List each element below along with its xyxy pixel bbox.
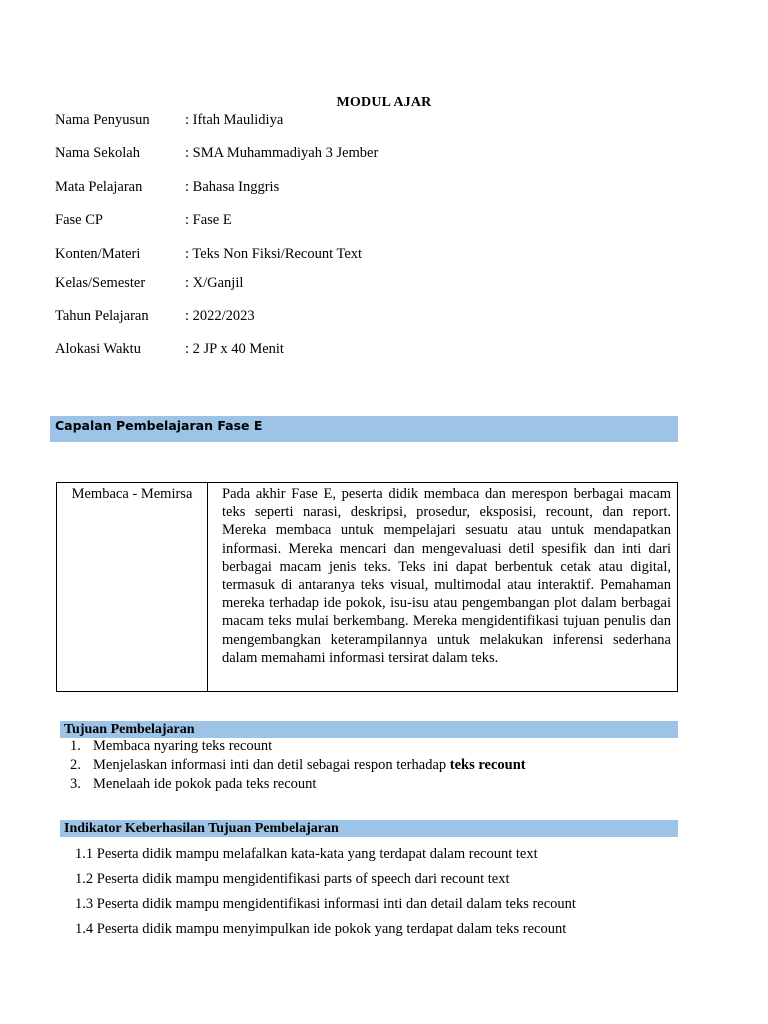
tujuan-heading (60, 721, 678, 738)
identity-value: : Bahasa Inggris (185, 179, 280, 195)
indikator-item: 1.1 Peserta didik mampu melafalkan kata-kata yang terdapat dalam recount text (75, 846, 538, 862)
identity-label: Fase CP (55, 212, 103, 228)
identity-row-materi (55, 244, 362, 264)
identity-label: Nama Sekolah (55, 145, 140, 161)
identity-row-kelas (55, 273, 243, 293)
list-item: 2. Menjelaskan informasi inti dan detil sebagai respon terhadap teks recount (70, 757, 526, 773)
list-item: 1. Membaca nyaring teks recount (70, 738, 273, 754)
capaian-heading (50, 416, 678, 442)
identity-value: : 2022/2023 (185, 308, 255, 324)
document-title: MODUL AJAR (336, 95, 432, 110)
identity-row-waktu (55, 339, 284, 359)
tujuan-list (70, 737, 690, 794)
identity-value: : 2 JP x 40 Menit (185, 341, 284, 357)
identity-row-mapel (55, 177, 279, 197)
indikator-heading-text: Indikator Keberhasilan Tujuan Pembelajaran (64, 821, 339, 836)
indikator-heading (60, 820, 678, 837)
identity-row-sekolah (55, 143, 378, 163)
identity-row-penyusun (55, 110, 283, 130)
identity-value: : Iftah Maulidiya (185, 112, 284, 128)
indikator-item: 1.3 Peserta didik mampu mengidentifikasi informasi inti dan detail dalam teks recount (75, 896, 576, 912)
indikator-item: 1.4 Peserta didik mampu menyimpulkan ide pokok yang terdapat dalam teks recount (75, 921, 567, 937)
identity-row-tahun (55, 306, 255, 326)
tujuan-heading-text: Tujuan Pembelajaran (64, 722, 195, 737)
capaian-description: Pada akhir Fase E, peserta didik membaca dan merespon berbagai macam teks seperti narasi, deskripsi, prosedur, eksposisi, recount, dan report. Mereka membaca untuk mempelajari sesuatu atau untuk mendapatkan informasi. Mereka mencari dan mengevaluasi detil spesifik dan inti dari berbagai macam jenis teks. Teks ini dapat berbentuk cetak atau digital, termasuk di antaranya teks visual, multimodal atau interaktif. Pemahaman mereka terhadap ide pokok, isu-isu atau pengembangan plot dalam berbagai macam teks mulai berkembang. Mereka mengidentifikasi tujuan penulis dan mengembangkan keterampilannya untuk melakukan inferensi sederhana dalam memahami informasi tersirat dalam teks. (222, 486, 671, 666)
identity-value: : X/Ganjil (185, 275, 244, 291)
emphasis-text: teks recount (449, 757, 526, 773)
capaian-heading-text: Capalan Pembelajaran Fase E (55, 418, 263, 433)
identity-label: Alokasi Waktu (55, 341, 141, 357)
capaian-element: Membaca - Memirsa (57, 483, 208, 691)
identity-label: Nama Penyusun (55, 112, 150, 128)
indikator-item: 1.2 Peserta didik mampu mengidentifikasi parts of speech dari recount text (75, 871, 510, 887)
identity-value: : Teks Non Fiksi/Recount Text (185, 246, 363, 262)
capaian-table (56, 482, 678, 692)
identity-label: Konten/Materi (55, 246, 141, 262)
identity-label: Tahun Pelajaran (55, 308, 149, 324)
identity-value: : SMA Muhammadiyah 3 Jember (185, 145, 379, 161)
identity-row-fase (55, 210, 232, 230)
identity-label: Kelas/Semester (55, 275, 146, 291)
list-item: 3. Menelaah ide pokok pada teks recount (70, 776, 317, 792)
identity-value: : Fase E (185, 212, 232, 228)
identity-label: Mata Pelajaran (55, 179, 143, 195)
